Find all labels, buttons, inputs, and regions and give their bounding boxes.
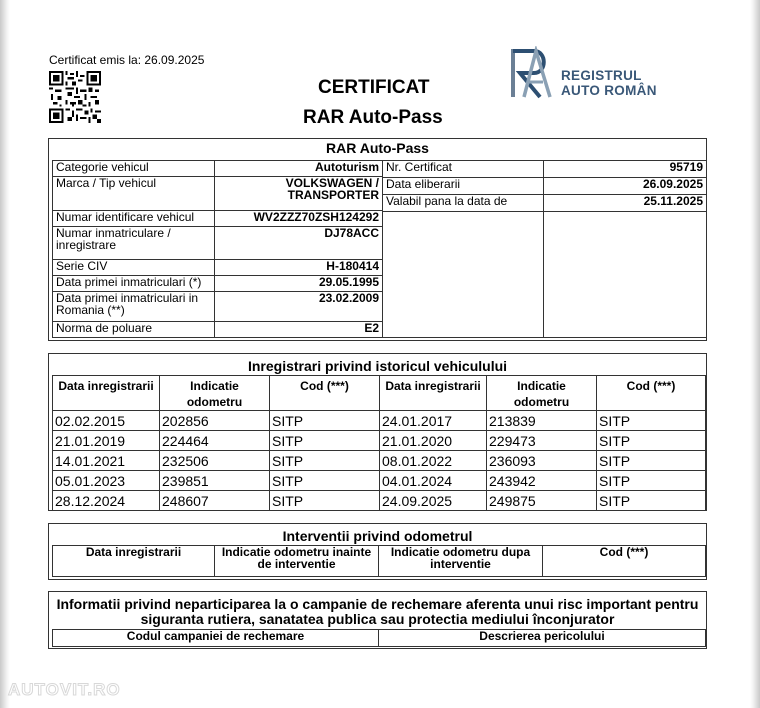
history-cell: 21.01.2019 [53, 431, 160, 451]
history-cell: SITP [270, 411, 380, 431]
field-label: Data primei inmatriculari in Romania (**) [53, 292, 215, 322]
history-cell: 249875 [487, 491, 597, 511]
field-label: Data primei inmatriculari (*) [53, 276, 215, 292]
table-row-empty [383, 212, 707, 338]
rar-logo-mark-icon [510, 46, 558, 100]
column-header: Data inregistrarii [53, 546, 215, 577]
column-header: Indicatie odometru inainte de interventie [215, 546, 379, 577]
recall-campaign-section [48, 591, 707, 649]
odometer-table [52, 545, 706, 577]
vehicle-details-table [52, 160, 383, 338]
table-row [53, 227, 383, 260]
vehicle-history-section [48, 353, 707, 511]
history-cell: 02.02.2015 [53, 411, 160, 431]
table-row [53, 451, 706, 471]
history-cell: SITP [270, 431, 380, 451]
recall-table [52, 629, 706, 647]
certificate-title: CERTIFICAT [318, 77, 430, 98]
logo-line1: REGISTRUL [561, 68, 642, 83]
certificate-issued-date: Certificat emis la: 26.09.2025 [49, 53, 205, 67]
rar-logo [510, 46, 657, 105]
column-header: Indicatie odometru dupa interventie [379, 546, 543, 577]
table-row [53, 276, 383, 292]
history-cell: SITP [597, 471, 706, 491]
watermark: AUTOVIT.RO [8, 680, 121, 699]
history-cell: 236093 [487, 451, 597, 471]
column-header: Cod (***) [270, 376, 380, 411]
history-cell: 213839 [487, 411, 597, 431]
field-value: E2 [215, 322, 383, 338]
vehicle-info-section [48, 138, 707, 341]
column-header: Descrierea pericolului [379, 630, 706, 647]
logo-line2: AUTO ROMÂN [561, 83, 657, 98]
history-cell: 04.01.2024 [380, 471, 487, 491]
field-label: Nr. Certificat [383, 161, 544, 178]
field-label: Numar inmatriculare / inregistrare [53, 227, 215, 260]
history-cell: 24.01.2017 [380, 411, 487, 431]
history-cell: 229473 [487, 431, 597, 451]
field-label: Numar identificare vehicul [53, 211, 215, 227]
history-cell: 224464 [160, 431, 270, 451]
table-row [53, 491, 706, 511]
field-value: H-180414 [215, 260, 383, 276]
history-cell: 21.01.2020 [380, 431, 487, 451]
odometer-table-header [53, 546, 706, 577]
column-header: Indicatie odometru [487, 376, 597, 411]
history-cell: 239851 [160, 471, 270, 491]
history-cell: 232506 [160, 451, 270, 471]
column-header: Data inregistrarii [53, 376, 160, 411]
odometer-interventions-section [48, 523, 707, 580]
history-cell: 08.01.2022 [380, 451, 487, 471]
field-label: Norma de poluare [53, 322, 215, 338]
column-header: Indicatie odometru [160, 376, 270, 411]
history-cell: SITP [270, 451, 380, 471]
recall-section-header: Informatii privind neparticiparea la o campanie de rechemare aferenta unui risc important pentru siguranta rutiera, sanatatea publica sau protectia mediului înconjurator [56, 596, 699, 627]
field-value: VOLKSWAGEN / TRANSPORTER [215, 177, 383, 211]
field-value: 26.09.2025 [544, 178, 707, 195]
field-label: Marca / Tip vehicul [53, 177, 215, 211]
field-label: Valabil pana la data de [383, 195, 544, 212]
table-row [53, 177, 383, 211]
column-header: Codul campaniei de rechemare [53, 630, 379, 647]
history-cell: 24.09.2025 [380, 491, 487, 511]
vehicle-section-header: RAR Auto-Pass [326, 140, 429, 156]
table-row [53, 161, 383, 177]
history-cell: SITP [597, 431, 706, 451]
field-value: 29.05.1995 [215, 276, 383, 292]
column-header: Cod (***) [543, 546, 706, 577]
history-cell: 14.01.2021 [53, 451, 160, 471]
certificate-subtitle: RAR Auto-Pass [303, 107, 443, 128]
certificate-details-table [382, 160, 707, 338]
history-cell: 202856 [160, 411, 270, 431]
table-row [53, 292, 383, 322]
table-row [383, 195, 707, 212]
table-row [53, 260, 383, 276]
field-value: 23.02.2009 [215, 292, 383, 322]
table-row [53, 322, 383, 338]
table-row [53, 411, 706, 431]
history-cell: 248607 [160, 491, 270, 511]
field-value: DJ78ACC [215, 227, 383, 260]
field-value: 25.11.2025 [544, 195, 707, 212]
page-edge-left [0, 0, 10, 708]
field-label: Categorie vehicul [53, 161, 215, 177]
history-cell: SITP [597, 491, 706, 511]
table-row [53, 431, 706, 451]
page-edge-right [750, 0, 760, 708]
table-row [53, 211, 383, 227]
odometer-section-header: Interventii privind odometrul [282, 528, 473, 544]
history-cell: 05.01.2023 [53, 471, 160, 491]
qr-code-icon [49, 71, 101, 123]
history-section-header: Inregistrari privind istoricul vehiculului [247, 358, 508, 374]
history-cell: 28.12.2024 [53, 491, 160, 511]
history-cell: 243942 [487, 471, 597, 491]
recall-table-header [53, 630, 706, 647]
history-cell: SITP [597, 451, 706, 471]
history-table-header [53, 376, 706, 411]
history-cell: SITP [270, 471, 380, 491]
table-row [53, 471, 706, 491]
history-cell: SITP [270, 491, 380, 511]
table-row [383, 161, 707, 178]
history-table [52, 375, 706, 511]
field-value: 95719 [544, 161, 707, 178]
field-value: WV2ZZZ70ZSH124292 [215, 211, 383, 227]
field-label: Data eliberarii [383, 178, 544, 195]
field-label: Serie CIV [53, 260, 215, 276]
field-value: Autoturism [215, 161, 383, 177]
history-cell: SITP [597, 411, 706, 431]
table-row [383, 178, 707, 195]
column-header: Data inregistrarii [380, 376, 487, 411]
column-header: Cod (***) [597, 376, 706, 411]
